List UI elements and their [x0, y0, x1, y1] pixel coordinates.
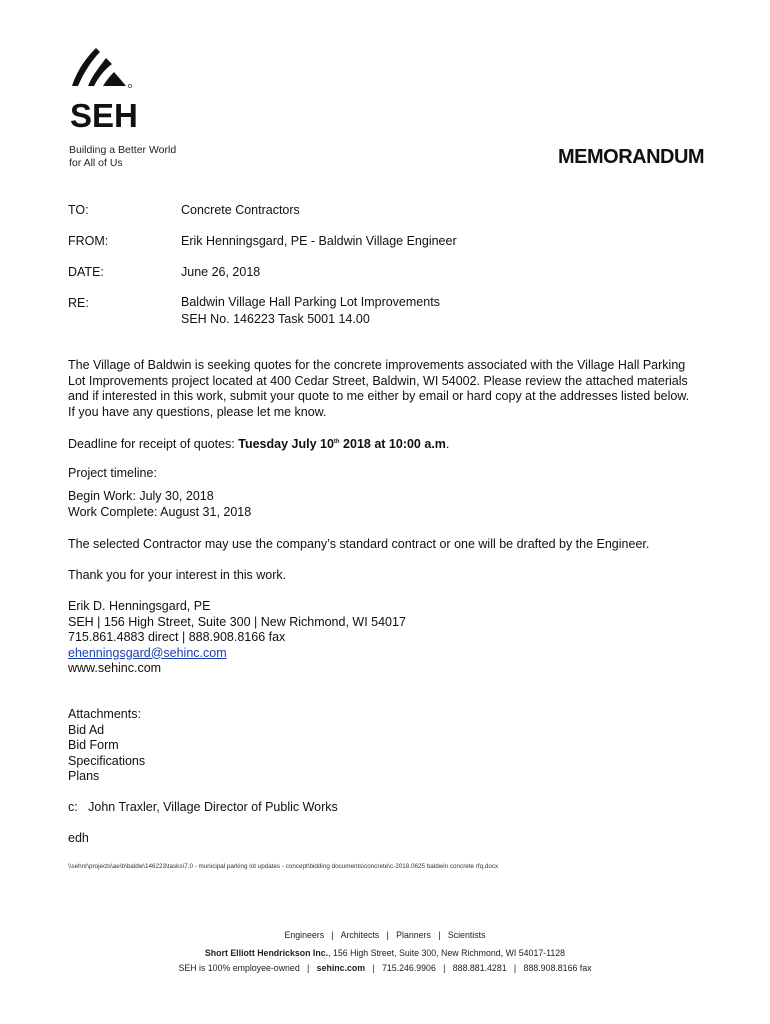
- date-value: June 26, 2018: [181, 265, 261, 279]
- deadline-prefix: Deadline for receipt of quotes:: [68, 437, 239, 452]
- deadline-date: Tuesday July 10th 2018 at 10:00 a.m: [238, 437, 446, 452]
- footer-contacts: | 715.246.9906 | 888.881.4281 | 888.908.8166 fax: [365, 963, 592, 973]
- intro-line: The Village of Baldwin is seeking quotes for the concrete improvements associated with the Village Hall Parking: [68, 358, 686, 372]
- deadline-suffix: .: [445, 437, 450, 452]
- footer-address: , 156 High Street, Suite 300, New Richmond, WI 54017-1128: [328, 948, 566, 958]
- initials: edh: [68, 831, 89, 845]
- re-value: [181, 294, 440, 328]
- signature-block: [68, 599, 708, 677]
- attachment-item: Specifications: [68, 753, 146, 768]
- work-complete: Work Complete: August 31, 2018: [68, 504, 252, 519]
- timeline-dates: [68, 489, 708, 520]
- footer-site: sehinc.com: [316, 963, 366, 973]
- attachment-item: Bid Form: [68, 738, 119, 752]
- attachments-label: Attachments:: [68, 707, 141, 721]
- date-label: DATE:: [68, 265, 104, 279]
- thanks-line: Thank you for your interest in this work.: [68, 568, 287, 582]
- attachment-item: Plans: [68, 769, 100, 783]
- re-label: RE:: [68, 296, 89, 310]
- attachments-block: [68, 707, 708, 785]
- contract-note: The selected Contractor may use the company’s standard contract or one will be drafted by the Engineer.: [68, 537, 650, 551]
- to-label: TO:: [68, 203, 89, 217]
- signature-address: SEH | 156 High Street, Suite 300 | New Richmond, WI 54017: [68, 614, 406, 629]
- footer-owned: SEH is 100% employee-owned |: [178, 963, 317, 973]
- from-label: FROM:: [68, 234, 109, 248]
- from-value: Erik Henningsgard, PE - Baldwin Village Engineer: [181, 234, 457, 248]
- deadline-line: [68, 435, 708, 453]
- re-line2: SEH No. 146223 Task 5001 14.00: [181, 312, 370, 326]
- seh-logo-text: SEH: [70, 97, 138, 134]
- footer-company: Short Elliott Hendrickson Inc.: [204, 948, 329, 958]
- intro-line: If you have any questions, please let me know.: [68, 404, 327, 419]
- logo-tagline: [69, 144, 176, 169]
- cc-line: c: John Traxler, Village Director of Public Works: [68, 800, 338, 814]
- timeline-label: Project timeline:: [68, 466, 157, 480]
- file-path: \\sehnr\projects\ae\b\baldw\146223\tasks\7.0 - municipal parking lot updates - concept\bidding documents\concrete\c-2018.0625 baldwin concrete rfq.docx: [68, 863, 499, 870]
- tagline-line2: for All of Us: [69, 156, 123, 169]
- to-value: Concrete Contractors: [181, 203, 300, 217]
- website-text: www.sehinc.com: [68, 661, 162, 675]
- memo-title: MEMORANDUM: [558, 146, 705, 168]
- deadline-ordinal: th: [333, 439, 340, 445]
- footer-contact-line: [0, 963, 770, 973]
- intro-paragraph: [68, 358, 708, 420]
- re-line1: Baldwin Village Hall Parking Lot Improvements: [181, 295, 440, 309]
- footer-disciplines: Engineers | Architects | Planners | Scientists: [284, 930, 486, 940]
- footer-company-line: [0, 948, 770, 958]
- signature-phone: 715.861.4883 direct | 888.908.8166 fax: [68, 630, 286, 644]
- seh-logo-mark: [66, 46, 136, 96]
- intro-line: and if interested in this work, submit your quote to me either by email or hard copy at the addresses listed below.: [68, 389, 690, 403]
- signature-name: Erik D. Henningsgard, PE: [68, 599, 211, 613]
- email-link[interactable]: ehenningsgard@sehinc.com: [68, 645, 227, 660]
- tagline-line1: Building a Better World: [69, 144, 177, 156]
- begin-work: Begin Work: July 30, 2018: [68, 489, 214, 503]
- attachment-item: Bid Ad: [68, 722, 105, 737]
- intro-line: Lot Improvements project located at 400 Cedar Street, Baldwin, WI 54002. Please review the attached materials: [68, 373, 688, 388]
